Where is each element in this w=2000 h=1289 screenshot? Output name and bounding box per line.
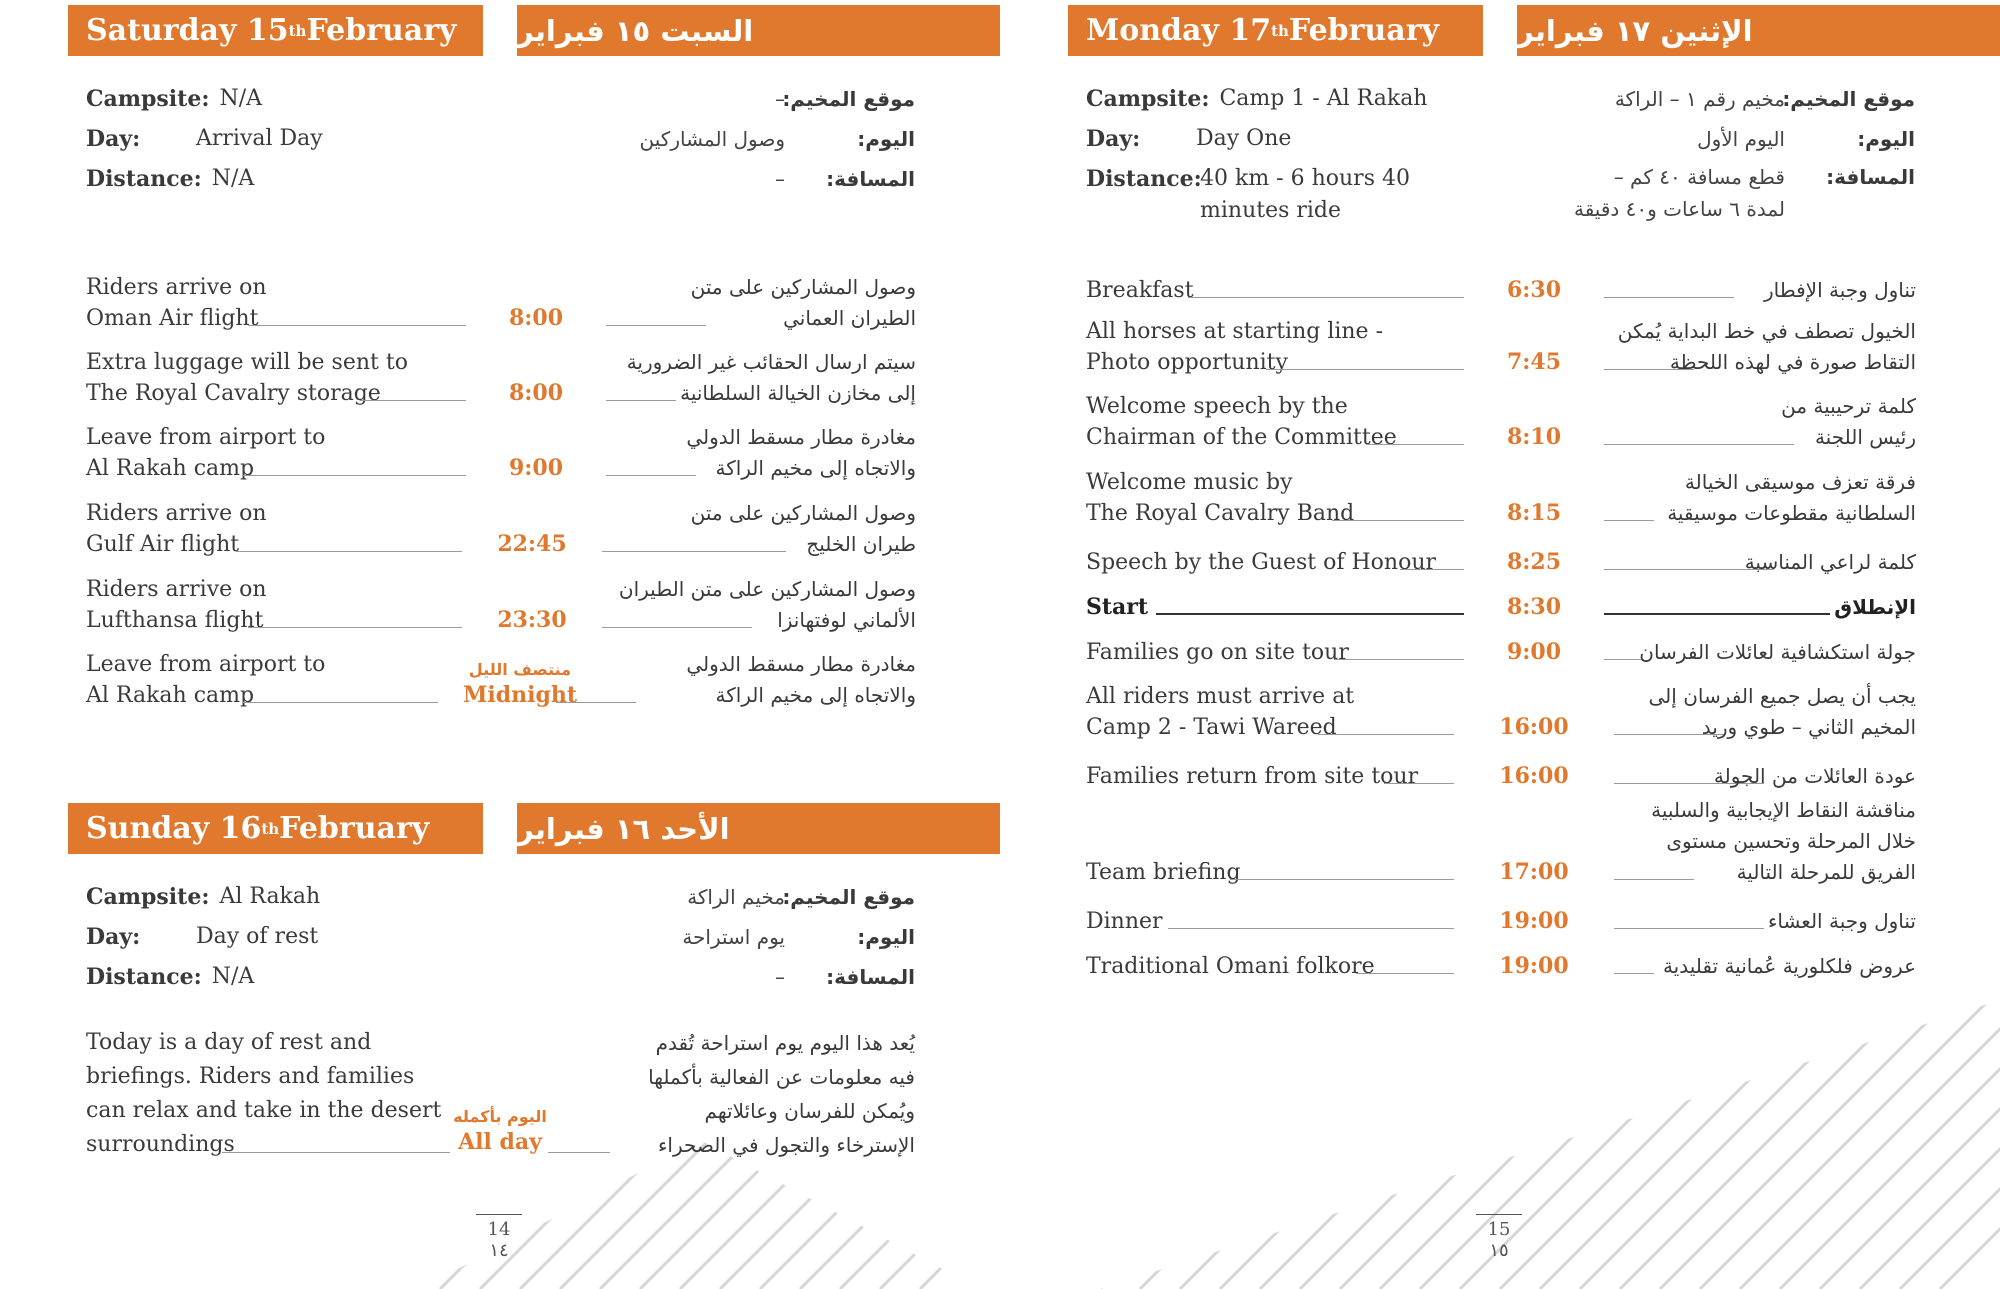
leader-line: [1604, 297, 1734, 298]
monday-title-text: Monday 17: [1086, 13, 1272, 48]
saturday-title-ar: السبت ١٥ فبراير: [517, 5, 1000, 56]
leader-line: [1400, 569, 1464, 570]
leader-line: [1614, 928, 1764, 929]
schedule-row: [1086, 387, 1916, 453]
meta-value: N/A: [219, 86, 263, 111]
event-en: Welcome music by The Royal Cavalry Band: [1086, 470, 1355, 526]
meta-label: Day:: [86, 924, 141, 950]
leader-line: [1604, 613, 1830, 615]
event-time: 6:30: [1506, 277, 1562, 303]
event-time: 8:25: [1506, 549, 1562, 575]
schedule-row: [1086, 791, 1916, 888]
meta-value: Day One: [1196, 126, 1292, 151]
leader-line: [1604, 520, 1654, 521]
sunday-title-en: Sunday 16 th February: [68, 803, 483, 854]
schedule-row: [1086, 538, 1916, 578]
schedule-row: [86, 494, 916, 560]
monday-title-en: Monday 17 th February: [1068, 5, 1483, 56]
schedule-row: [86, 645, 916, 711]
saturday-title-text: Saturday 15: [86, 13, 289, 48]
monday-title-suffix: February: [1288, 13, 1439, 48]
leader-line: [1604, 444, 1794, 445]
meta-value-ar: –: [775, 965, 785, 989]
leader-line: [248, 627, 462, 628]
event-en: Riders arrive on Lufthansa flight: [86, 577, 267, 633]
meta-label: Day:: [1086, 126, 1141, 152]
meta-value: Arrival Day: [196, 126, 323, 151]
event-ar: يجب أن يصل جميع الفرسان إلى المخيم الثاني – طوي وريد: [1648, 684, 1916, 739]
schedule-row: [1086, 266, 1916, 306]
meta-value: 40 km - 6 hours 40 minutes ride: [1200, 166, 1410, 223]
event-en: Families go on site tour: [1086, 640, 1349, 665]
event-en: Breakfast: [1086, 278, 1194, 303]
page-number-left: 14 ١٤: [476, 1214, 522, 1261]
meta-label-ar: موقع المخيم:: [1782, 87, 1915, 111]
meta-value: Camp 1 - Al Rakah: [1219, 86, 1428, 111]
event-en: Leave from airport to Al Rakah camp: [86, 652, 326, 708]
leader-line: [1334, 659, 1464, 660]
event-ar: الإنطلاق: [1834, 595, 1916, 619]
meta-value-ar: مخيم الراكة: [687, 885, 785, 909]
event-ar: مغادرة مطار مسقط الدولي والاتجاه إلى مخيم الراكة: [686, 652, 916, 707]
leader-line: [1332, 520, 1464, 521]
monday-title-ar: الإثنين ١٧ فبراير: [1517, 5, 2000, 56]
schedule-row: [1086, 677, 1916, 743]
event-ar: الخيول تصطف في خط البداية يُمكن التقاط صورة في لهذه اللحظة: [1617, 319, 1916, 374]
monday-meta-ar: [1520, 79, 1915, 225]
event-time: 23:30: [497, 607, 567, 633]
event-en: Leave from airport to Al Rakah camp: [86, 425, 326, 481]
leader-line: [360, 400, 466, 401]
schedule-row: [1086, 463, 1916, 529]
event-time: 19:00: [1499, 953, 1569, 979]
meta-label: Campsite:: [1086, 86, 1210, 112]
sunday-time-ar: اليوم بأكمله: [453, 1107, 547, 1126]
event-en: Start: [1086, 594, 1149, 620]
saturday-title-en: Saturday 15 th February: [68, 5, 483, 56]
meta-label-ar: اليوم:: [857, 925, 915, 949]
event-ar: فرقة تعزف موسيقى الخيالة السلطانية مقطوعات موسيقية: [1667, 470, 1916, 525]
event-time: 19:00: [1499, 908, 1569, 934]
meta-value-ar: –: [775, 167, 785, 191]
schedule-row: [1086, 942, 1916, 982]
schedule-row: [1086, 583, 1916, 623]
event-en: Riders arrive on Oman Air flight: [86, 275, 267, 331]
leader-line: [1156, 613, 1464, 615]
event-en: Welcome speech by the Chairman of the Committee: [1086, 394, 1397, 450]
meta-label-ar: المسافة:: [826, 167, 915, 191]
meta-value-ar: اليوم الأول: [1697, 127, 1785, 151]
meta-label-ar: المسافة:: [826, 965, 915, 989]
saturday-meta-ar: [560, 79, 915, 199]
event-ar: وصول المشاركين على متن طيران الخليج: [690, 501, 916, 556]
event-time: 16:00: [1499, 763, 1569, 789]
leader-line: [1188, 297, 1464, 298]
event-time: 8:00: [508, 305, 564, 331]
event-time-ar: منتصف الليل: [468, 660, 572, 679]
schedule-row: [1086, 897, 1916, 937]
schedule-row: [86, 418, 916, 484]
sunday-meta-ar: [560, 877, 915, 997]
event-time: 8:30: [1506, 594, 1562, 620]
event-time: 16:00: [1499, 714, 1569, 740]
leader-line: [1230, 879, 1454, 880]
meta-value-ar: –: [775, 87, 785, 111]
schedule-row: [86, 570, 916, 636]
meta-label-ar: موقع المخيم:: [782, 87, 915, 111]
event-time: 9:00: [508, 455, 564, 481]
leader-line: [1384, 783, 1454, 784]
leader-line: [1318, 734, 1454, 735]
meta-value: N/A: [211, 964, 255, 989]
sunday-title-suffix: February: [279, 811, 430, 846]
event-ar: عودة العائلات من الجولة: [1713, 764, 1916, 788]
leader-line: [243, 475, 466, 476]
schedule-row: [1086, 628, 1916, 668]
event-ar: مناقشة النقاط الإيجابية والسلبية خلال المرحلة وتحسين مستوى الفريق للمرحلة التالية: [1651, 798, 1916, 884]
event-ar: عروض فلكلورية عُمانية تقليدية: [1662, 954, 1916, 978]
meta-value-ar: قطع مسافة ٤٠ كم – لمدة ٦ ساعات و٤٠ دقيقة: [1573, 165, 1785, 221]
schedule-row: [86, 268, 916, 334]
event-ar: تناول وجبة العشاء: [1767, 909, 1916, 933]
meta-label: Day:: [86, 126, 141, 152]
meta-value-ar: يوم استراحة: [682, 925, 785, 949]
meta-label-ar: اليوم:: [1857, 127, 1915, 151]
page-number-right: 15 ١٥: [1476, 1214, 1522, 1261]
monday-meta-en: [1086, 79, 1427, 227]
meta-label: Campsite:: [86, 884, 210, 910]
event-time: 9:00: [1506, 639, 1562, 665]
meta-label: Campsite:: [86, 86, 210, 112]
event-ar: جولة استكشافية لعائلات الفرسان: [1639, 640, 1916, 664]
leader-line: [1266, 369, 1464, 370]
event-en: All riders must arrive at Camp 2 - Tawi Wareed: [1086, 684, 1355, 740]
leader-line: [1356, 973, 1454, 974]
sunday-meta-en: [86, 877, 320, 997]
meta-value-ar: مخيم رقم ١ – الراكة: [1614, 87, 1785, 111]
event-time: 7:45: [1506, 349, 1562, 375]
event-en: Traditional Omani folkore: [1086, 954, 1375, 979]
sunday-title-ar: الأحد ١٦ فبراير: [517, 803, 1000, 854]
meta-value: Al Rakah: [219, 884, 321, 909]
event-en: Speech by the Guest of Honour: [1086, 550, 1437, 575]
event-time: 8:10: [1506, 424, 1562, 450]
meta-value-ar: وصول المشاركين: [639, 127, 785, 151]
meta-value: N/A: [211, 166, 255, 191]
leader-line: [1614, 973, 1654, 974]
leader-line: [1366, 444, 1464, 445]
meta-label: Distance:: [1086, 166, 1202, 192]
leader-line: [556, 702, 636, 703]
saturday-title-suffix: February: [306, 13, 457, 48]
leader-line: [243, 702, 438, 703]
event-ar: سيتم ارسال الحقائب غير الضرورية إلى مخازن الخيالة السلطانية: [626, 350, 916, 405]
event-en: Dinner: [1086, 909, 1163, 934]
event-ar: تناول وجبة الإفطار: [1763, 278, 1916, 302]
meta-label-ar: موقع المخيم:: [782, 885, 915, 909]
leader-line: [248, 325, 466, 326]
schedule-row: [1086, 752, 1916, 792]
leader-line: [1168, 928, 1454, 929]
event-en: Extra luggage will be sent to The Royal Cavalry storage: [86, 350, 408, 406]
event-ar: وصول المشاركين على متن الطيران الألماني لوفتهانزا: [618, 577, 916, 632]
event-en: Team briefing: [1086, 860, 1241, 885]
leader-line: [606, 475, 696, 476]
sunday-paragraph-en: Today is a day of rest and briefings. Riders and families can relax and take in the desert surroundings: [86, 1030, 442, 1157]
meta-value: Day of rest: [196, 924, 319, 949]
event-time: 17:00: [1499, 859, 1569, 885]
leader-line: [236, 551, 462, 552]
meta-label: Distance:: [86, 964, 202, 990]
leader-line: [1604, 659, 1644, 660]
event-en: All horses at starting line - Photo opportunity: [1086, 319, 1383, 375]
saturday-meta-en: [86, 79, 323, 199]
event-time: 8:15: [1506, 500, 1562, 526]
schedule-row: [86, 343, 916, 409]
event-time: 8:00: [508, 380, 564, 406]
meta-label-ar: اليوم:: [857, 127, 915, 151]
event-time: 22:45: [497, 531, 567, 557]
meta-label: Distance:: [86, 166, 202, 192]
sunday-time: اليوم بأكمله All day: [440, 1107, 560, 1158]
event-en: Riders arrive on Gulf Air flight: [86, 501, 267, 557]
event-ar: كلمة ترحيبية من رئيس اللجنة: [1781, 394, 1916, 449]
event-time: منتصف الليل Midnight: [438, 660, 602, 711]
event-en: Families return from site tour: [1086, 764, 1419, 789]
event-ar: كلمة لراعي المناسبة: [1744, 550, 1916, 574]
schedule-row: [1086, 312, 1916, 378]
sunday-title-text: Sunday 16: [86, 811, 262, 846]
event-ar: مغادرة مطار مسقط الدولي والاتجاه إلى مخيم الراكة: [686, 425, 916, 480]
meta-label-ar: المسافة:: [1826, 165, 1915, 189]
event-ar: وصول المشاركين على متن الطيران العماني: [690, 275, 916, 330]
sunday-paragraph-ar: يُعد هذا اليوم يوم استراحة تُقدم فيه معلومات عن الفعالية بأكملها ويُمكن للفرسان وعائلاتهم الإسترخاء والتجول في الصحراء: [648, 1031, 915, 1157]
